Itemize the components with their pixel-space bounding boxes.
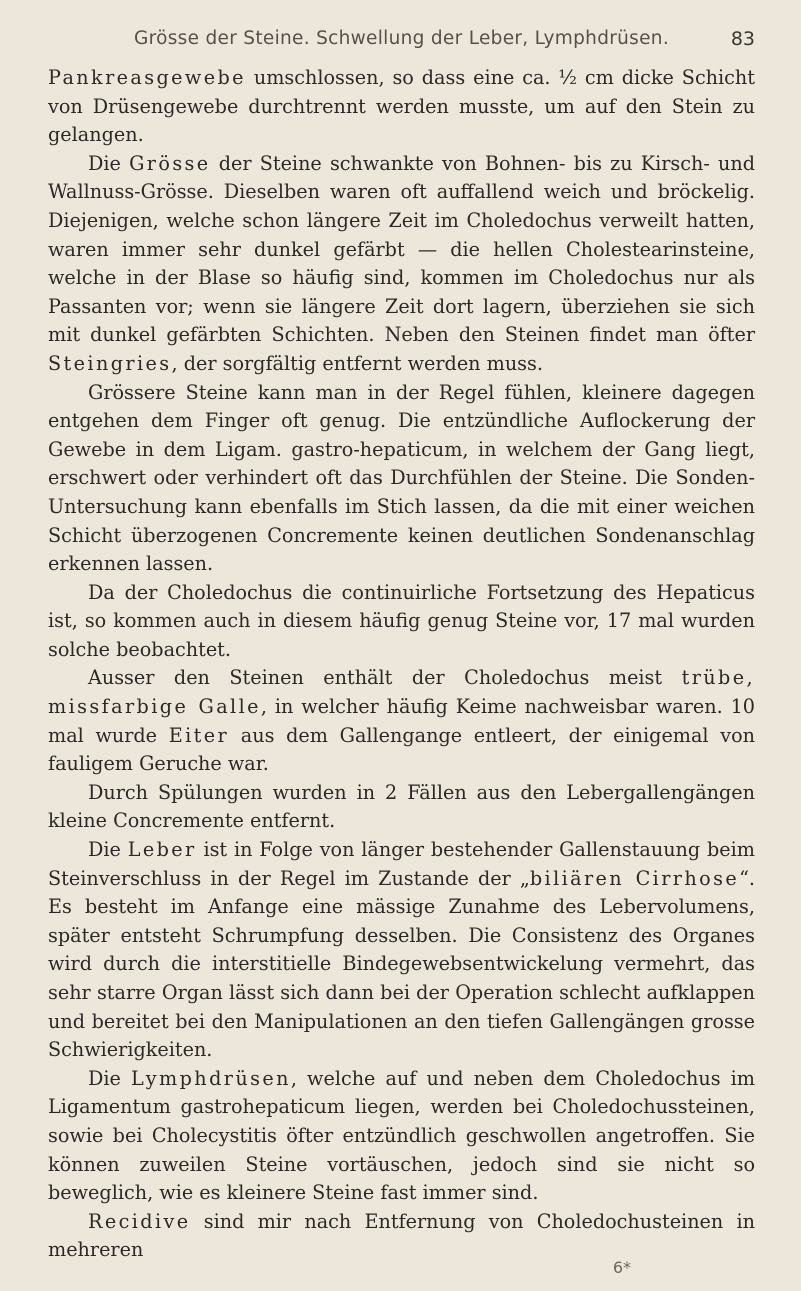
- paragraph: [48, 664, 755, 778]
- spaced-emphasis: biliären Cirrhose: [529, 866, 740, 890]
- text-run: ist in Folge von länger bestehender Gallenstauung beim Steinverschluss in der Regel im Zustande der „: [48, 838, 755, 890]
- paragraph: [48, 1065, 755, 1208]
- text-run: , welche auf und neben dem Choledochus im Ligamentum gastrohepaticum liegen, werden bei Choledochussteinen, sowie bei Cholecystitis öfter entzündlich geschwollen angetroffen. Sie können zuweilen Steine vortäuschen, jedoch sind sie nicht so beweglich, wie es kleinere Steine fast immer sind.: [48, 1066, 755, 1205]
- paragraph: [48, 150, 755, 379]
- text-run: Grössere Steine kann man in der Regel fühlen, kleinere dagegen entgehen dem Finger oft genug. Die entzündliche Auflockerung der Gewebe in dem Ligam. gastro-hepaticum, in welchem der Gang liegt, erschwert oder verhindert oft das Durchfühlen der Steine. Die Sonden-Untersuchung kann ebenfalls im Stich lassen, da die mit einer weichen Schicht überzogenen Concremente keinen deutlichen Sondenanschlag erkennen lassen.: [48, 380, 755, 576]
- paragraph: [48, 779, 755, 836]
- text-run: , der sorgfältig entfernt werden muss.: [171, 351, 543, 375]
- spaced-emphasis: Leber: [127, 838, 197, 862]
- text-run: Da der Choledochus die continuirliche Fortsetzung des Hepaticus ist, so kommen auch in diesem häufig genug Steine vor, 17 mal wurden solche beobachtet.: [48, 580, 755, 661]
- printer-signature: 6*: [612, 1258, 631, 1277]
- running-title: Grösse der Steine. Schwellung der Leber, Lymphdrüsen.: [133, 28, 669, 49]
- page-header: [48, 28, 755, 64]
- paragraph: [48, 379, 755, 579]
- spaced-emphasis: trübe, missfarbige Galle: [48, 666, 755, 719]
- spaced-emphasis: Eiter: [168, 723, 230, 747]
- body-text: [48, 64, 755, 1265]
- paragraph: [48, 64, 755, 150]
- text-run: Die: [88, 838, 128, 862]
- spaced-emphasis: Grösse: [129, 151, 211, 175]
- paragraph: [48, 579, 755, 665]
- spaced-emphasis: Lymphdrüsen: [130, 1066, 291, 1090]
- text-run: Durch Spülungen wurden in 2 Fällen aus den Lebergallengängen kleine Concremente entfernt.: [48, 780, 755, 833]
- paragraph: [48, 836, 755, 1065]
- text-run: Die: [88, 1066, 131, 1090]
- text-run: “. Es besteht im Anfange eine mässige Zunahme des Lebervolumens, später entsteht Schrumpfung desselben. Die Consistenz des Organes wird durch die interstitielle Bindegewebsentwickelung vermehrt, das sehr starre Organ lässt sich dann bei der Operation schlecht aufklappen und bereitet bei den Manipulationen an den tiefen Gallengängen grosse Schwierigkeiten.: [48, 866, 755, 1062]
- text-run: Ausser den Steinen enthält der Choledochus meist: [88, 666, 682, 690]
- paragraph: [48, 1208, 755, 1265]
- spaced-emphasis: Pankreasgewebe: [48, 66, 246, 89]
- text-run: der Steine schwankte von Bohnen- bis zu Kirsch- und Wallnuss-Grösse. Dieselben waren oft auffallend weich und bröckelig. Diejenigen, welche schon längere Zeit im Choledochus verweilt hatten, waren immer sehr dunkel gefärbt — die hellen Cholestearinsteine, welche in der Blase so häufig sind, kommen im Choledochus nur als Passanten vor; wenn sie längere Zeit dort lagern, überziehen sie sich mit dunkel gefärbten Schichten. Neben den Steinen findet man öfter: [48, 151, 755, 347]
- page-number: 83: [730, 28, 755, 50]
- spaced-emphasis: Recidive: [88, 1209, 191, 1233]
- text-run: aus dem Gallengange entleert, der einigemal von fauligem Geruche war.: [48, 723, 755, 776]
- spaced-emphasis: Steingries: [48, 351, 172, 375]
- text-run: sind mir nach Entfernung von Choledochusteinen in mehreren: [48, 1209, 755, 1262]
- text-run: Die: [88, 151, 130, 175]
- text-run: umschlossen, so dass eine ca. ½ cm dicke Schicht von Drüsengewebe durchtrennt werden musste, um auf den Stein zu gelangen.: [48, 66, 755, 147]
- text-run: , in welcher häufig Keime nachweisbar waren. 10 mal wurde: [48, 695, 755, 747]
